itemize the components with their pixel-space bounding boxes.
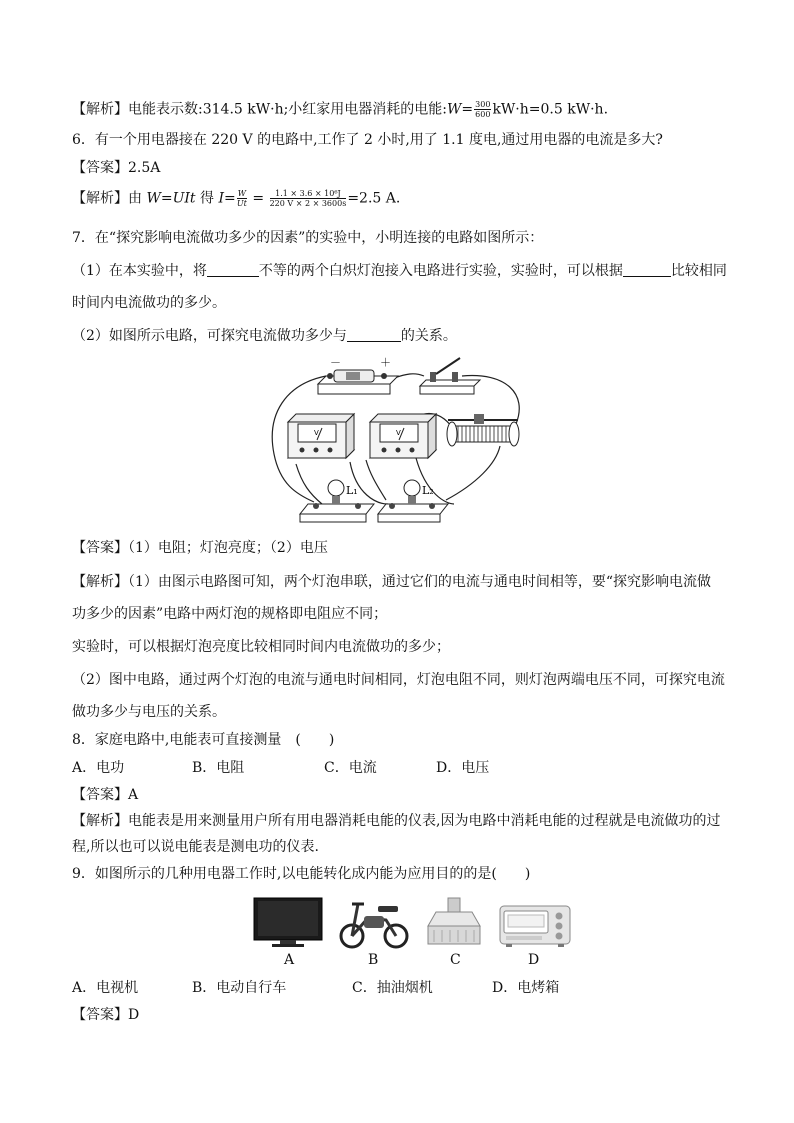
q8-option-d[interactable]: D．电压 — [436, 760, 490, 776]
voltmeter-2-icon — [370, 414, 436, 458]
q5-frac-num: 300 — [475, 100, 491, 109]
wire-meter2-l1 — [366, 460, 386, 500]
image-label-c: C — [450, 952, 461, 968]
q7-p1-text-c: 比较相同 — [670, 263, 727, 279]
q8-question: 8．家庭电路中,电能表可直接测量 ( ) — [72, 732, 335, 748]
q6-question: 6．有一个用电器接在 220 V 的电路中,工作了 2 小时,用了 1.1 度电,通过用电器的电流是多大? — [72, 132, 663, 148]
q5-analysis-text: 【解析】电能表示数:314.5 kW·h;小红家用电器消耗的电能: — [72, 101, 448, 118]
q8-option-c[interactable]: C．电流 — [324, 760, 377, 776]
q5-fraction — [474, 100, 491, 119]
bulb-l1-label: L₁ — [346, 484, 358, 497]
q7-analysis-3: 实验时，可以根据灯泡亮度比较相同时间内电流做功的多少； — [72, 639, 450, 655]
q6-frac2-den: 220 V × 2 × 3600s — [269, 199, 347, 208]
q6-frac1-den: Ut — [236, 199, 247, 208]
q7-p1-text-a: （1）在本实验中，将 — [72, 263, 207, 279]
q9-option-d[interactable]: D．电烤箱 — [492, 980, 560, 996]
q6-formula-i: I= — [218, 190, 236, 207]
q5-analysis-line — [72, 100, 608, 119]
q7-blank-3[interactable] — [347, 327, 401, 342]
q9-option-c[interactable]: C．抽油烟机 — [352, 980, 433, 996]
q7-p2-text-a: （2）如图所示电路，可探究电流做功多少与 — [72, 328, 347, 344]
voltmeter-1-label: V — [314, 429, 319, 437]
q7-analysis-4: （2）图中电路，通过两个灯泡的电流与通电时间相同，灯泡电阻不同，则灯泡两端电压不同，可探究电流 — [72, 672, 725, 688]
q6-frac2-num: 1.1 × 3.6 × 10⁶J — [270, 189, 347, 199]
q7-analysis-2: 功多少的因素”电路中两灯泡的规格即电阻应不同； — [72, 606, 388, 622]
q9-option-a[interactable]: A．电视机 — [72, 980, 139, 996]
q7-analysis-5: 做功多少与电压的关系。 — [72, 704, 226, 720]
q7-blank-2[interactable] — [623, 262, 671, 277]
wire-meter2 — [416, 458, 454, 504]
q8-analysis-2: 程,所以也可以说电能表是测电功的仪表. — [72, 839, 319, 855]
q7-blank-1[interactable] — [207, 262, 259, 277]
wire-meter1-l1 — [296, 464, 322, 504]
q6-analysis-prefix: 【解析】由 — [72, 190, 147, 207]
circuit-diagram — [266, 354, 530, 530]
image-label-d: D — [528, 952, 540, 968]
q6-fraction-1 — [237, 189, 247, 208]
image-label-b: B — [368, 952, 379, 968]
q6-frac1-num: W — [237, 189, 246, 198]
q9-answer: 【答案】D — [72, 1007, 140, 1023]
q8-option-a[interactable]: A．电功 — [72, 760, 125, 776]
q5-result: kW·h=0.5 kW·h. — [492, 101, 609, 118]
q6-analysis-line — [72, 189, 400, 208]
q8-option-b[interactable]: B．电阻 — [192, 760, 245, 776]
q7-p1-text-b: 不等的两个白炽灯泡接入电路进行实验，实验时，可以根据 — [258, 263, 623, 279]
q7-part1-line1 — [72, 262, 727, 280]
voltmeter-2-label: V — [396, 429, 401, 437]
q6-formula-w: W=UIt — [146, 190, 196, 207]
q7-p2-text-b: 的关系。 — [400, 328, 457, 344]
q7-analysis-1: 【解析】（1）由图示电路图可知，两个灯泡串联，通过它们的电流与通电时间相等，要“探究影响电流做 — [72, 574, 712, 590]
q6-analysis-mid: 得 — [195, 190, 219, 207]
voltmeter-1-icon — [288, 414, 354, 458]
q7-question: 7．在“探究影响电流做功多少的因素”的实验中，小明连接的电路如图所示： — [72, 230, 544, 246]
battery-plus-label: ＋ — [380, 356, 391, 369]
q7-answer: 【答案】（1）电阻；灯泡亮度；（2）电压 — [72, 540, 328, 556]
q6-result: =2.5 A. — [347, 190, 401, 207]
q6-equals: = — [247, 190, 269, 207]
q9-question: 9．如图所示的几种用电器工作时,以电能转化成内能为应用目的的是( ) — [72, 866, 531, 882]
rheostat-icon — [447, 414, 519, 446]
tv-icon — [252, 896, 324, 948]
bulb-l2-icon — [378, 480, 448, 522]
q9-option-b[interactable]: B．电动自行车 — [192, 980, 287, 996]
battery-icon — [318, 370, 398, 394]
q7-part2 — [72, 327, 457, 345]
wire-rheo-l2 — [446, 446, 500, 500]
electric-bike-icon — [338, 894, 410, 950]
range-hood-icon — [424, 896, 484, 948]
q6-fraction-2 — [270, 189, 347, 208]
q6-answer: 【答案】2.5A — [72, 160, 161, 176]
q7-part1-line2: 时间内电流做功的多少。 — [72, 295, 226, 311]
battery-minus-label: － — [330, 356, 341, 369]
q8-answer: 【答案】A — [72, 787, 139, 803]
q8-analysis-1: 【解析】电能表是用来测量用户所有用电器消耗电能的仪表,因为电路中消耗电能的过程就是电流做功的过 — [72, 813, 721, 829]
q5-frac-den: 600 — [475, 110, 491, 119]
image-label-a: A — [284, 952, 295, 968]
q5-formula: W= — [447, 101, 474, 118]
bulb-l2-label: L₂ — [422, 484, 434, 497]
oven-icon — [498, 902, 574, 948]
